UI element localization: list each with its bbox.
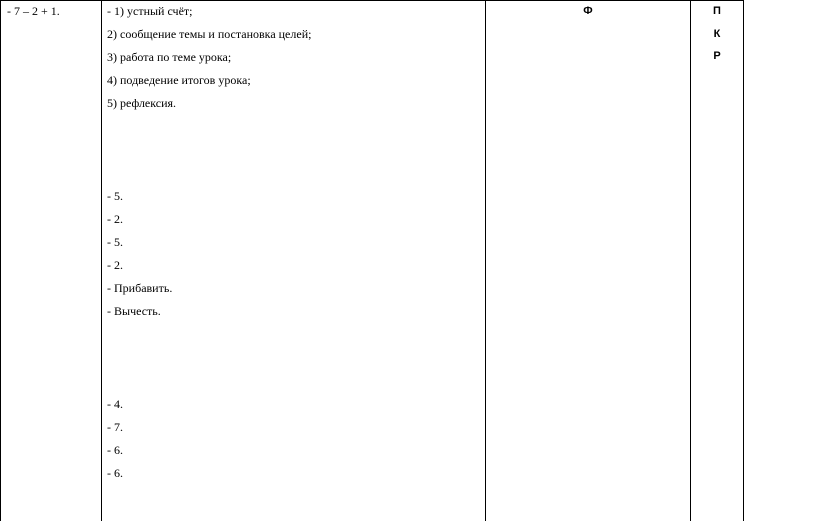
content-cell	[107, 4, 477, 489]
form-cell	[486, 4, 690, 27]
spacer	[107, 119, 477, 189]
table-top-border	[0, 0, 744, 1]
answer-item: - 5.	[107, 235, 123, 249]
answer-item: - 2.	[107, 258, 123, 272]
column-divider-2	[485, 0, 486, 521]
column-divider-3	[690, 0, 691, 521]
answer-item: - 6.	[107, 466, 123, 480]
column-divider-1	[101, 0, 102, 521]
table-left-border	[0, 0, 1, 521]
answer-item: - 2.	[107, 212, 123, 226]
stage-item: 3) работа по теме урока;	[107, 50, 232, 64]
answer-item: - 4.	[107, 397, 123, 411]
spacer	[107, 327, 477, 397]
uud-letter: Р	[713, 50, 721, 62]
stage-item: - 1) устный счёт;	[107, 4, 193, 18]
expression-cell	[7, 4, 60, 27]
answer-item: - 5.	[107, 189, 123, 203]
answer-item: - 6.	[107, 443, 123, 457]
stage-item: 5) рефлексия.	[107, 96, 177, 110]
answer-item: - Прибавить.	[107, 281, 173, 295]
form-letter: Ф	[583, 5, 593, 17]
uud-cell	[691, 4, 743, 72]
expression-text: - 7 – 2 + 1.	[7, 4, 60, 18]
stage-item: 4) подведение итогов урока;	[107, 73, 251, 87]
uud-letter: П	[713, 5, 721, 17]
uud-letter: К	[713, 27, 721, 40]
answer-item: - Вычесть.	[107, 304, 161, 318]
stage-item: 2) сообщение темы и постановка целей;	[107, 27, 312, 41]
table-right-border	[743, 0, 744, 521]
answer-item: - 7.	[107, 420, 123, 434]
